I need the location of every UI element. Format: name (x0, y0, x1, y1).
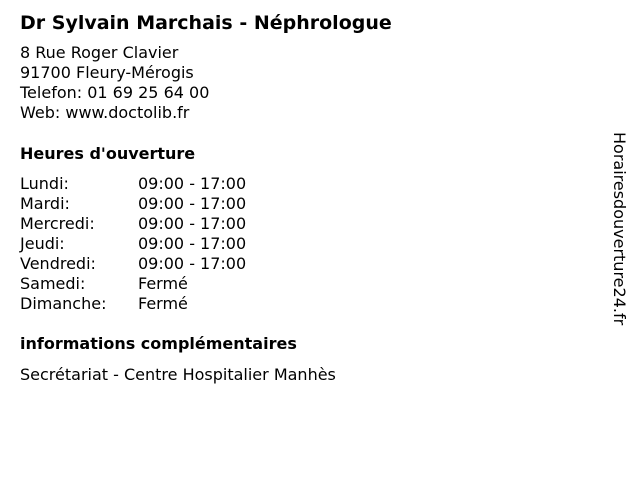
phone-number: Telefon: 01 69 25 64 00 (20, 83, 210, 102)
additional-info-text: Secrétariat - Centre Hospitalier Manhès (20, 365, 336, 384)
hours-time-value: 09:00 - 17:00 (138, 214, 247, 233)
hours-day-label: Mardi: (20, 194, 70, 213)
hours-time-value: 09:00 - 17:00 (138, 174, 247, 193)
hours-time-value: Fermé (138, 294, 188, 313)
website: Web: www.doctolib.fr (20, 103, 190, 122)
watermark: Horairesdouverture24.fr (610, 132, 629, 326)
additional-info-heading: informations complémentaires (20, 334, 297, 353)
hours-day-label: Vendredi: (20, 254, 96, 273)
page-title: Dr Sylvain Marchais - Néphrologue (20, 12, 392, 34)
hours-day-label: Mercredi: (20, 214, 95, 233)
hours-time-value: 09:00 - 17:00 (138, 234, 247, 253)
hours-day-label: Dimanche: (20, 294, 107, 313)
address-city: 91700 Fleury-Mérogis (20, 63, 194, 82)
hours-time-value: 09:00 - 17:00 (138, 254, 247, 273)
address-street: 8 Rue Roger Clavier (20, 43, 179, 62)
hours-day-label: Jeudi: (20, 234, 65, 253)
hours-day-label: Lundi: (20, 174, 69, 193)
opening-hours-heading: Heures d'ouverture (20, 144, 196, 163)
hours-time-value: 09:00 - 17:00 (138, 194, 247, 213)
address-block (20, 43, 209, 123)
hours-day-label: Samedi: (20, 274, 86, 293)
hours-time-value: Fermé (138, 274, 188, 293)
